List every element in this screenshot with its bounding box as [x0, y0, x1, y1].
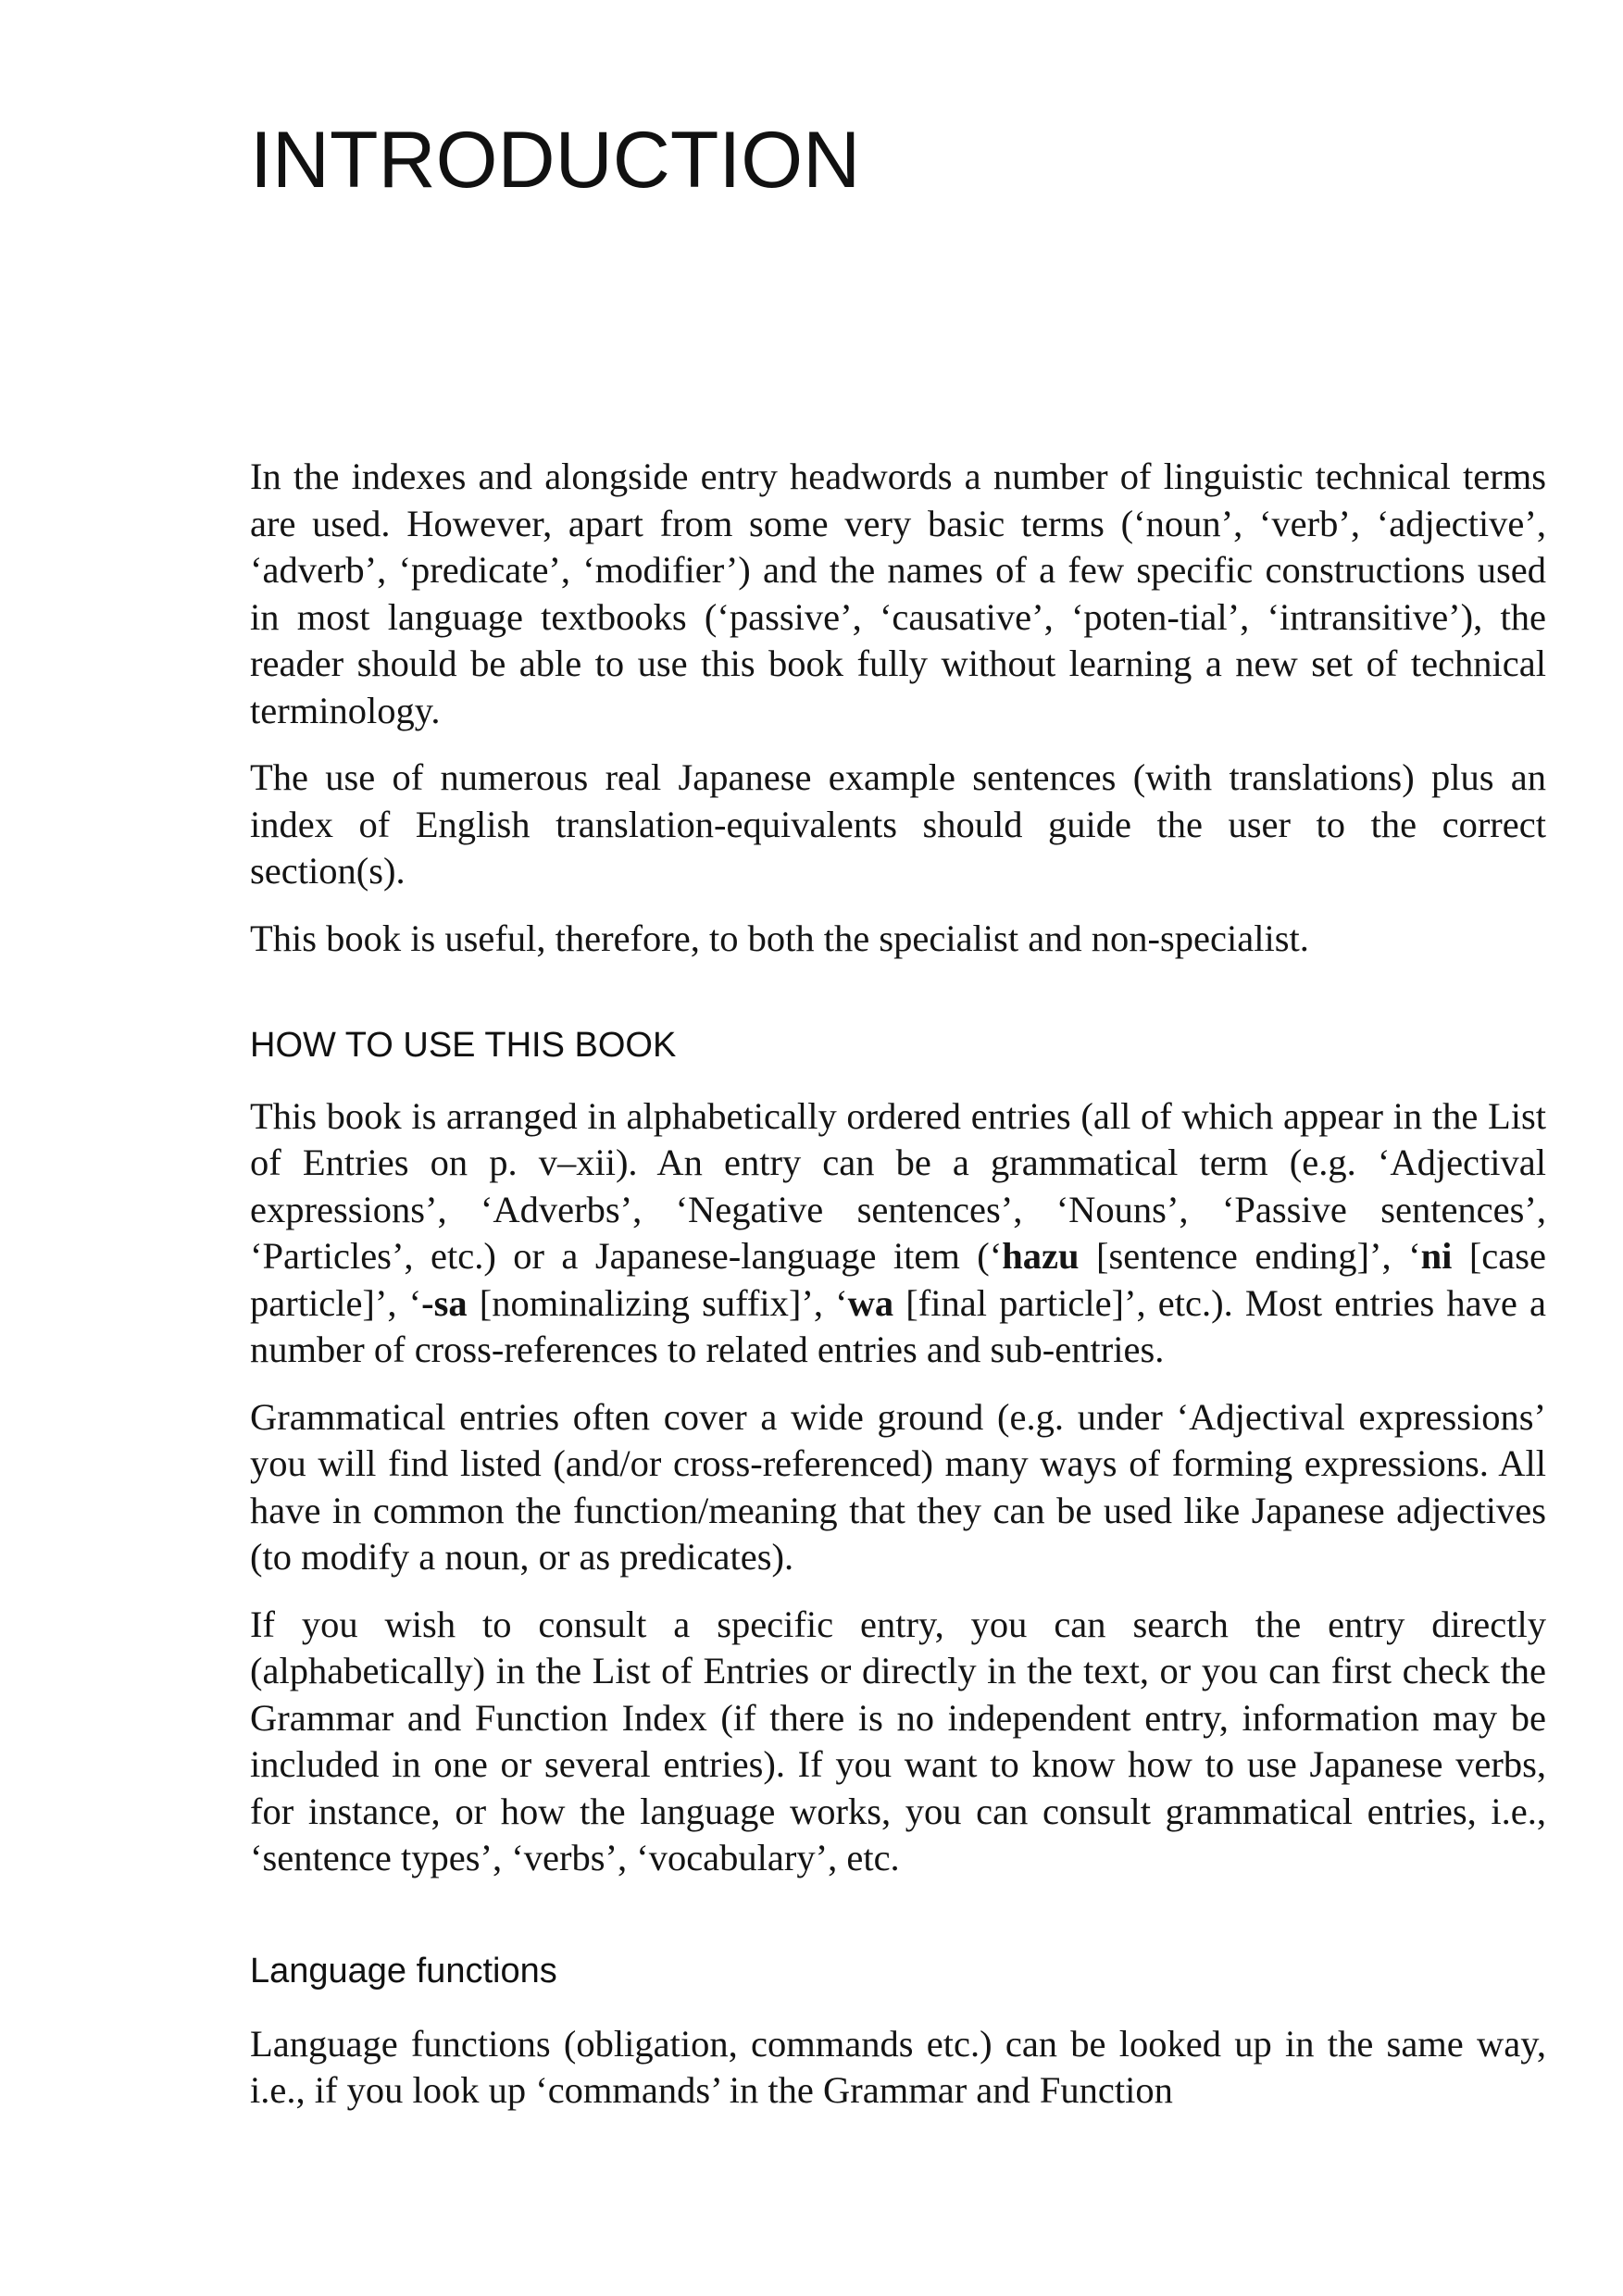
- language-functions-paragraph-1: Language functions (obligation, commands etc.) can be looked up in the same way, i.e., if you look up ‘commands’ in the Grammar and Function: [250, 2022, 1546, 2112]
- text-run: [nominalizing suffix]’, ‘: [467, 1281, 848, 1324]
- intro-paragraph-1: In the indexes and alongside entry headwords a number of linguistic technical terms are used. However, apart from some very basic terms (‘noun’, ‘verb’, ‘adjective’, ‘adverb’, ‘predicate’, ‘modifier’) and the names of a few specific constructions used in most language textbooks (‘passive’, ‘causative’, ‘poten-tial’, ‘intransitive’), the reader should be able to use this book fully without learning a new set of technical terminology.: [250, 455, 1546, 731]
- text-run: [final particle]’, etc.). Most entries have a number of cross-references to related entries and sub-entries.: [250, 1281, 1546, 1371]
- how-to-use-paragraph-3: If you wish to consult a specific entry, you can search the entry directly (alphabetically) in the List of Entries or directly in the text, or you can first check the Grammar and Function Index (if there is no independent entry, information may be included in one or several entries). If you want to know how to use Japanese verbs, for instance, or how the language works, you can consult grammatical entries, i.e., ‘sentence types’, ‘verbs’, ‘vocabulary’, etc.: [250, 1603, 1546, 1879]
- intro-paragraph-3: This book is useful, therefore, to both the specialist and non-specialist.: [250, 917, 1309, 959]
- text-run: [case particle]’, ‘: [250, 1235, 1546, 1324]
- term-hazu: hazu: [1002, 1235, 1080, 1278]
- term-wa: wa: [847, 1281, 894, 1324]
- text-run: This book is arranged in alphabetically ordered entries (all of which appear in the List of Entries on p. v–xii). An entry can be a grammatical term (e.g. ‘Adjectival expressions’, ‘Adverbs’, ‘Negative sentences’, ‘Nouns’, ‘Passive sentences’, ‘Particles’, etc.) or a Japanese-language item (‘: [250, 1094, 1546, 1278]
- chapter-title: INTRODUCTION: [250, 116, 861, 205]
- term-sa: -sa: [421, 1281, 468, 1324]
- subsection-heading-language-functions: Language functions: [250, 1951, 557, 1990]
- how-to-use-paragraph-1: [250, 1093, 1546, 1374]
- section-heading-how-to-use: HOW TO USE THIS BOOK: [250, 1026, 677, 1065]
- how-to-use-paragraph-2: Grammatical entries often cover a wide ground (e.g. under ‘Adjectival expressions’ you will find listed (and/or cross-referenced) many ways of forming expressions. All have in common the function/meaning that they can be used like Japanese adjectives (to modify a noun, or as predicates).: [250, 1395, 1546, 1578]
- term-ni: ni: [1420, 1235, 1453, 1278]
- page-body: [250, 454, 1546, 2115]
- text-run: [sentence ending]’, ‘: [1079, 1235, 1421, 1278]
- intro-paragraph-2: The use of numerous real Japanese example sentences (with translations) plus an index of English translation-equivalents should guide the user to the correct section(s).: [250, 756, 1546, 892]
